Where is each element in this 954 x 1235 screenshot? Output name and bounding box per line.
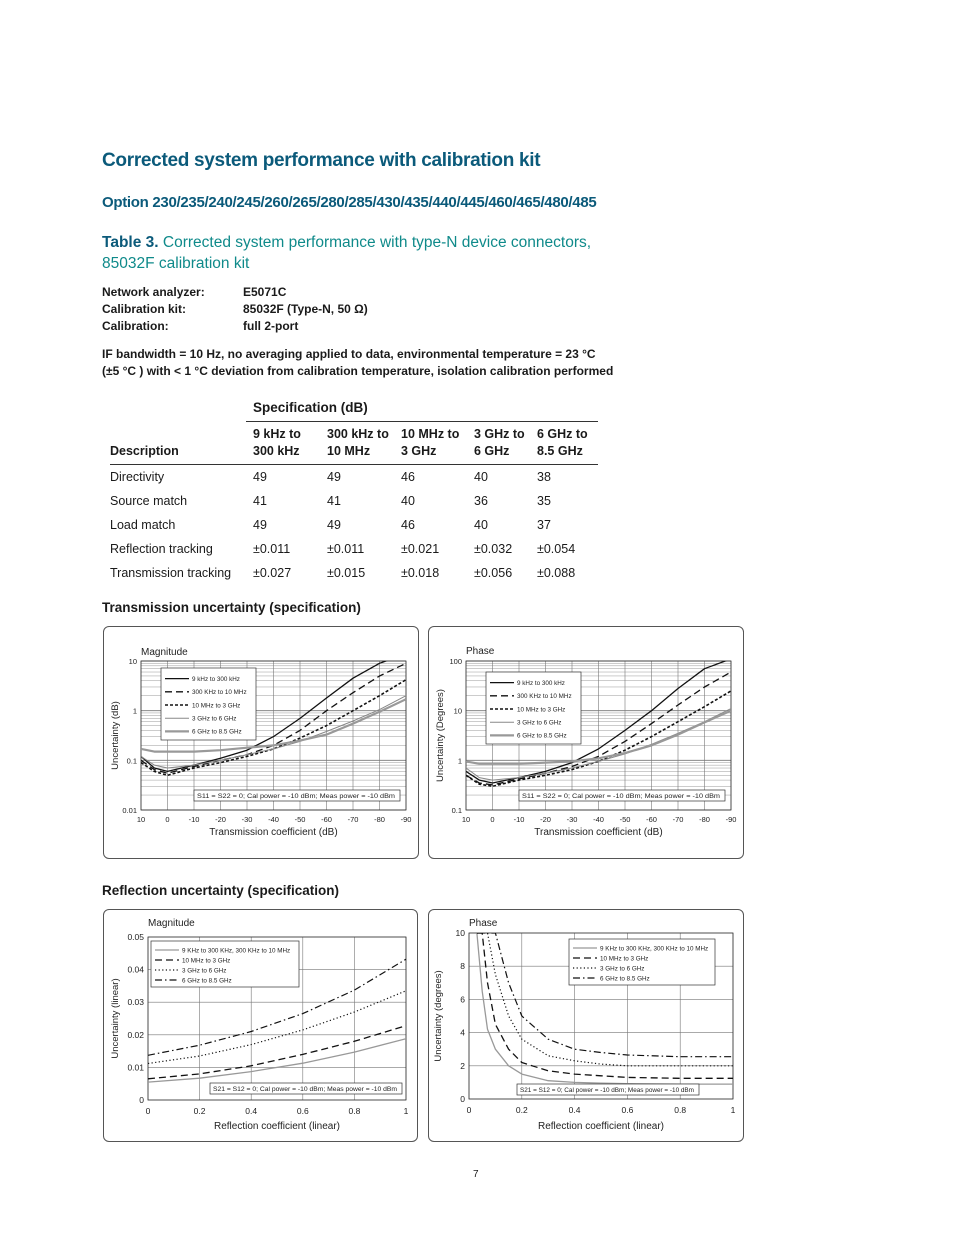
y-tick-label: 4 — [460, 1027, 465, 1038]
x-tick-label: -20 — [215, 815, 226, 824]
test-conditions-note — [102, 346, 622, 380]
x-tick-label: 10 — [136, 815, 146, 824]
annotation-text: S21 = S12 = 0; Cal power = -10 dBm; Meas power = -10 dBm — [213, 1086, 397, 1094]
chart-title: Phase — [469, 918, 498, 929]
y-tick-label: 0.03 — [127, 997, 144, 1008]
col-header: 3 GHz to 6 GHz — [474, 424, 537, 465]
x-tick-label: -60 — [321, 815, 332, 824]
x-tick-label: 1 — [730, 1105, 736, 1115]
table-cell: ±0.054 — [537, 542, 576, 556]
y-tick-label: 0.02 — [127, 1029, 144, 1040]
table-row — [110, 465, 598, 490]
table-cell: ±0.032 — [474, 542, 513, 556]
x-tick-label: 0 — [165, 815, 170, 824]
table-caption — [102, 232, 622, 274]
transmission-magnitude-chart — [104, 627, 418, 858]
table-cell: ±0.056 — [474, 566, 513, 580]
y-tick-label: 10 — [128, 657, 137, 666]
table-row — [110, 561, 598, 585]
chart-title: Phase — [466, 646, 495, 657]
legend-label: 3 GHz to 6 GHz — [517, 719, 562, 727]
table-cell: 49 — [253, 518, 267, 532]
row-description: Transmission tracking — [110, 566, 232, 580]
config-row — [102, 319, 502, 336]
x-tick-label: -70 — [672, 815, 684, 824]
y-axis-label: Uncertainty (degrees) — [433, 970, 444, 1062]
x-tick-label: -20 — [540, 815, 551, 824]
table-cell: 36 — [474, 494, 488, 508]
table-cell: 49 — [327, 518, 341, 532]
table-cell: ±0.027 — [253, 566, 292, 580]
x-tick-label: 0.2 — [515, 1105, 528, 1115]
config-key: Calibration: — [102, 319, 169, 333]
x-tick-label: -10 — [188, 815, 200, 824]
y-axis-label: Uncertainty (linear) — [110, 978, 121, 1059]
x-tick-label: -90 — [400, 815, 412, 824]
x-tick-label: 1 — [403, 1106, 409, 1116]
col-header-description: Description — [110, 424, 253, 465]
y-tick-label: 2 — [460, 1060, 465, 1071]
table-cell: 40 — [401, 494, 415, 508]
legend-label: 10 MHz to 3 GHz — [600, 955, 649, 963]
x-tick-label: -50 — [294, 815, 306, 824]
y-tick-label: 1 — [457, 756, 462, 766]
y-tick-label: 0.05 — [127, 932, 144, 942]
chart-panel-reflection-phase — [428, 909, 744, 1142]
col-header: 9 kHz to 300 kHz — [253, 424, 327, 465]
y-tick-label: 6 — [460, 994, 465, 1005]
legend-label: 6 GHz to 8.5 GHz — [192, 728, 242, 736]
x-tick-label: 0.2 — [193, 1106, 206, 1116]
chart-panel-transmission-phase — [428, 626, 744, 859]
config-key: Calibration kit: — [102, 302, 187, 316]
x-tick-label: -30 — [241, 815, 253, 824]
annotation-text: S11 = S22 = 0; Cal power = -10 dBm; Meas power = -10 dBm — [522, 793, 720, 801]
reflection-phase-chart — [429, 910, 743, 1141]
legend-label: 9 KHz to 300 KHz, 300 KHz to 10 MHz — [182, 947, 291, 955]
x-tick-label: -60 — [646, 815, 657, 824]
config-value: E5071C — [243, 285, 287, 299]
config-key: Network analyzer: — [102, 285, 205, 299]
x-tick-label: -40 — [268, 815, 279, 824]
series-line — [148, 991, 406, 1064]
col-header: 6 GHz to 8.5 GHz — [537, 424, 598, 465]
y-tick-label: 0.01 — [122, 806, 137, 815]
x-tick-label: 0.4 — [245, 1106, 258, 1116]
reflection-magnitude-chart — [104, 910, 417, 1141]
legend-label: 9 KHz to 300 KHz, 300 KHz to 10 MHz — [600, 945, 709, 953]
table-cell: ±0.011 — [253, 542, 291, 556]
table-cell: ±0.015 — [327, 566, 366, 580]
x-tick-label: 0.6 — [621, 1105, 634, 1115]
x-tick-label: -80 — [374, 815, 385, 824]
y-tick-label: 8 — [460, 961, 465, 972]
config-value: full 2-port — [243, 319, 299, 333]
table-cell: 49 — [253, 470, 267, 484]
page-number: 7 — [473, 1169, 479, 1180]
y-tick-label: 100 — [449, 657, 462, 666]
table-cell: 35 — [537, 494, 551, 508]
y-tick-label: 0 — [460, 1094, 465, 1104]
x-tick-label: -70 — [347, 815, 359, 824]
legend-label: 300 KHz to 10 MHz — [192, 689, 247, 697]
x-tick-label: 0.4 — [568, 1105, 581, 1115]
legend-label: 9 kHz to 300 kHz — [517, 679, 565, 687]
spec-header-rule — [246, 421, 598, 422]
legend-label: 10 MHz to 3 GHz — [517, 706, 566, 714]
x-tick-label: 0 — [490, 815, 495, 824]
x-tick-label: 0.8 — [348, 1106, 361, 1116]
y-tick-label: 0 — [139, 1095, 144, 1105]
series-line — [148, 1026, 406, 1079]
table-cell: ±0.018 — [401, 566, 440, 580]
table-cell: 41 — [327, 494, 341, 508]
x-tick-label: 0 — [145, 1106, 151, 1116]
table-cell: ±0.011 — [327, 542, 365, 556]
transmission-phase-chart — [429, 627, 743, 858]
x-tick-label: -80 — [699, 815, 710, 824]
y-tick-label: 10 — [453, 706, 462, 716]
x-tick-label: -90 — [725, 815, 737, 824]
x-tick-label: 0.6 — [296, 1106, 309, 1116]
table-cell: ±0.088 — [537, 566, 576, 580]
table-caption-label: Table 3. — [102, 234, 159, 251]
col-header: 10 MHz to 3 GHz — [401, 424, 474, 465]
table-cell: 40 — [474, 518, 488, 532]
chart-title: Magnitude — [141, 647, 188, 658]
table-row — [110, 513, 598, 537]
section-heading-transmission: Transmission uncertainty (specification) — [102, 600, 361, 615]
spec-table-header-row — [110, 424, 598, 465]
config-value: 85032F (Type-N, 50 Ω) — [243, 302, 368, 316]
chart-panel-reflection-magnitude — [103, 909, 418, 1142]
table-cell: 46 — [401, 518, 415, 532]
x-tick-label: -30 — [566, 815, 578, 824]
x-tick-label: 0.8 — [674, 1105, 687, 1115]
spec-group-header: Specification (dB) — [253, 400, 368, 415]
legend-label: 6 GHz to 8.5 GHz — [182, 977, 232, 985]
table-cell: 41 — [253, 494, 267, 508]
table-cell: ±0.021 — [401, 542, 440, 556]
legend-label: 3 GHz to 6 GHz — [182, 967, 227, 975]
table-cell: 46 — [401, 470, 415, 484]
row-description: Load match — [110, 518, 176, 532]
annotation-text: S11 = S22 = 0; Cal power = -10 dBm; Meas power = -10 dBm — [197, 793, 395, 801]
section-heading-reflection: Reflection uncertainty (specification) — [102, 883, 340, 898]
table-caption-text-1: Corrected system performance with type-N device connectors, — [162, 234, 592, 251]
y-axis-label: Uncertainty (Degrees) — [435, 689, 446, 782]
x-axis-label: Reflection coefficient (linear) — [538, 1121, 664, 1132]
y-tick-label: 1 — [132, 706, 137, 716]
x-tick-label: -50 — [619, 815, 631, 824]
y-tick-label: 0.01 — [127, 1062, 144, 1073]
x-tick-label: -10 — [513, 815, 525, 824]
x-tick-label: 10 — [461, 815, 471, 824]
x-axis-label: Transmission coefficient (dB) — [534, 827, 663, 838]
x-tick-label: -40 — [593, 815, 604, 824]
x-tick-label: 0 — [466, 1105, 472, 1115]
chart-panel-transmission-magnitude — [103, 626, 419, 859]
y-axis-label: Uncertainty (dB) — [110, 701, 121, 770]
x-axis-label: Reflection coefficient (linear) — [214, 1121, 340, 1132]
config-row — [102, 302, 502, 319]
table-row — [110, 489, 598, 513]
page-title: Corrected system performance with calibration kit — [102, 150, 541, 171]
table-cell: 40 — [474, 470, 488, 484]
table-caption-text-2: 85032F calibration kit — [102, 255, 250, 272]
x-axis-label: Transmission coefficient (dB) — [209, 827, 338, 838]
legend-label: 6 GHz to 8.5 GHz — [517, 732, 567, 740]
config-row — [102, 285, 502, 302]
row-description: Directivity — [110, 470, 165, 484]
y-tick-label: 0.04 — [127, 964, 144, 975]
row-description: Reflection tracking — [110, 542, 213, 556]
row-description: Source match — [110, 494, 188, 508]
option-heading: Option 230/235/240/245/260/265/280/285/430/435/440/445/460/465/480/485 — [102, 194, 597, 211]
legend-label: 300 KHz to 10 MHz — [517, 693, 572, 701]
legend-label: 10 MHz to 3 GHz — [192, 702, 241, 710]
table-cell: 37 — [537, 518, 551, 532]
note-line-2: (±5 °C ) with < 1 °C deviation from calibration temperature, isolation calibration performed — [102, 364, 614, 378]
y-tick-label: 10 — [455, 928, 465, 938]
chart-title: Magnitude — [148, 918, 195, 929]
y-tick-label: 0.1 — [451, 806, 462, 815]
annotation-text: S21 = S12 = 0; Cal power = -10 dBm; Meas power = -10 dBm — [520, 1087, 694, 1095]
table-cell: 38 — [537, 470, 551, 484]
legend-label: 10 MHz to 3 GHz — [182, 957, 231, 965]
y-tick-label: 0.1 — [126, 756, 137, 766]
table-row — [110, 537, 598, 561]
legend-label: 9 kHz to 300 kHz — [192, 675, 240, 683]
table-cell: 49 — [327, 470, 341, 484]
legend-label: 3 GHz to 6 GHz — [600, 965, 645, 973]
col-header: 300 kHz to 10 MHz — [327, 424, 401, 465]
spec-table — [110, 424, 598, 585]
note-line-1: IF bandwidth = 10 Hz, no averaging applied to data, environmental temperature = 23 °C — [102, 347, 596, 361]
legend-label: 3 GHz to 6 GHz — [192, 715, 237, 723]
legend-label: 6 GHz to 8.5 GHz — [600, 975, 650, 983]
